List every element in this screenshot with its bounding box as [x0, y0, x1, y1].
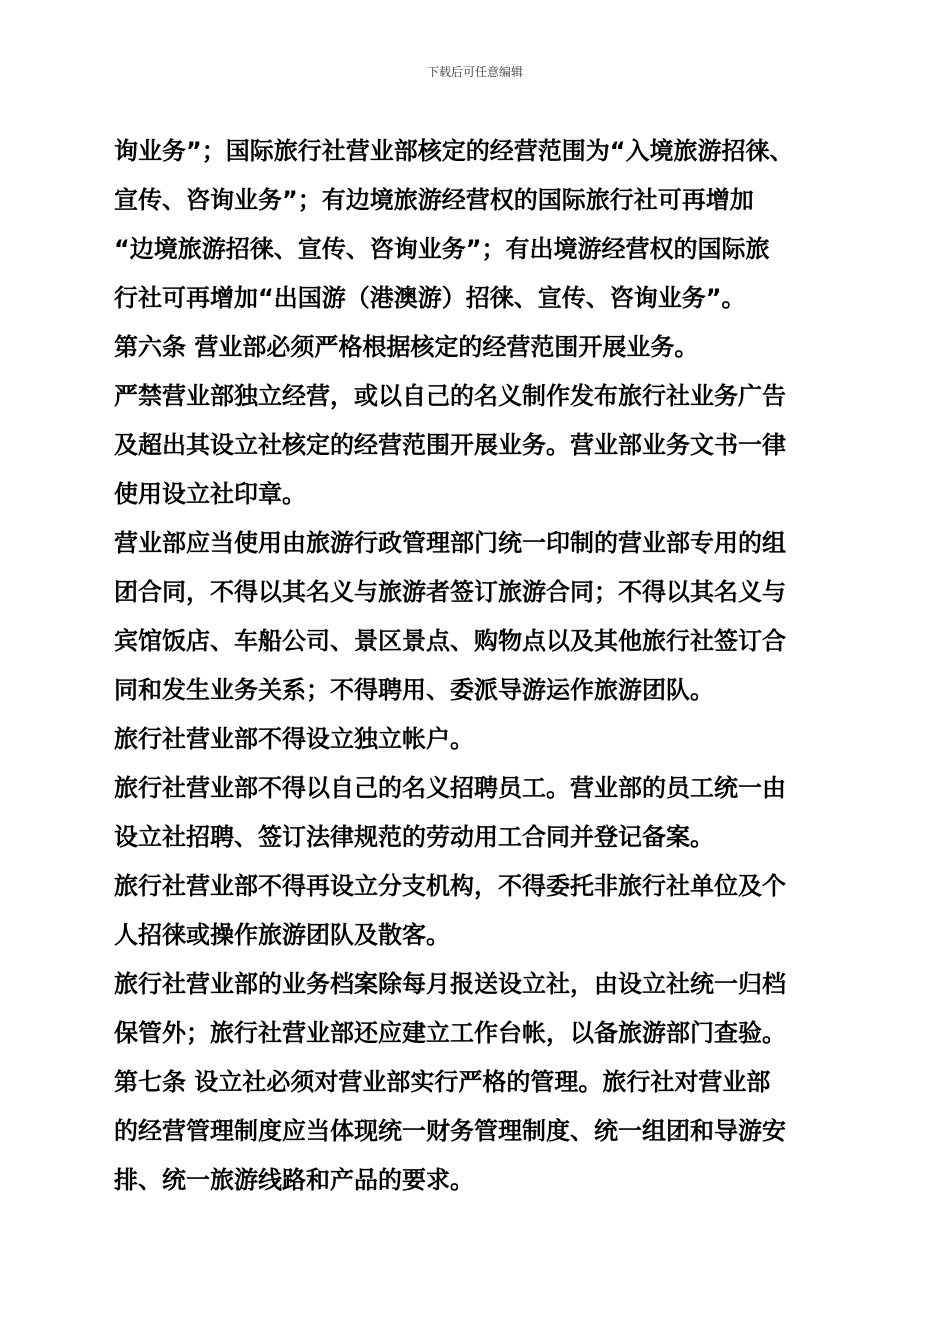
text-line: 营业部应当使用由旅游行政管理部门统一印制的营业部专用的组	[114, 529, 786, 557]
text-line: “边境旅游招徕、宣传、咨询业务”；有出境游经营权的国际旅	[114, 235, 770, 263]
text-line: 保管外；旅行社营业部还应建立工作台帐，以备旅游部门查验。	[114, 1019, 786, 1047]
text-line: 宣传、咨询业务”；有边境旅游经营权的国际旅行社可再增加	[114, 186, 754, 214]
text-line: 及超出其设立社核定的经营范围开展业务。营业部业务文书一律	[114, 431, 786, 459]
text-line: 严禁营业部独立经营，或以自己的名义制作发布旅行社业务广告	[114, 382, 786, 410]
text-line: 团合同，不得以其名义与旅游者签订旅游合同；不得以其名义与	[114, 578, 786, 606]
page-header: 下载后可任意编辑	[426, 65, 523, 79]
text-line: 的经营管理制度应当体现统一财务管理制度、统一组团和导游安	[114, 1117, 786, 1145]
article-six-heading: 第六条 营业部必须严格根据核定的经营范围开展业务。	[114, 333, 699, 361]
text-line: 同和发生业务关系；不得聘用、委派导游运作旅游团队。	[114, 676, 714, 704]
text-line: 排、统一旅游线路和产品的要求。	[114, 1166, 474, 1194]
text-line: 使用设立社印章。	[114, 480, 306, 508]
text-line: 旅行社营业部的业务档案除每月报送设立社，由设立社统一归档	[114, 970, 786, 998]
text-line: 行社可再增加“出国游（港澳游）招徕、宣传、咨询业务”。	[114, 284, 746, 312]
text-line: 宾馆饭店、车船公司、景区景点、购物点以及其他旅行社签订合	[114, 627, 786, 655]
text-line: 人招徕或操作旅游团队及散客。	[114, 921, 450, 949]
article-seven-heading: 第七条 设立社必须对营业部实行严格的管理。旅行社对营业部	[114, 1068, 771, 1096]
text-line: 旅行社营业部不得再设立分支机构，不得委托非旅行社单位及个	[114, 872, 786, 900]
text-line: 旅行社营业部不得设立独立帐户。	[114, 725, 474, 753]
text-line: 旅行社营业部不得以自己的名义招聘员工。营业部的员工统一由	[114, 774, 786, 802]
text-line: 询业务”；国际旅行社营业部核定的经营范围为“入境旅游招徕、	[114, 137, 794, 165]
text-line: 设立社招聘、签订法律规范的劳动用工合同并登记备案。	[114, 823, 714, 851]
document-body	[114, 127, 854, 1205]
